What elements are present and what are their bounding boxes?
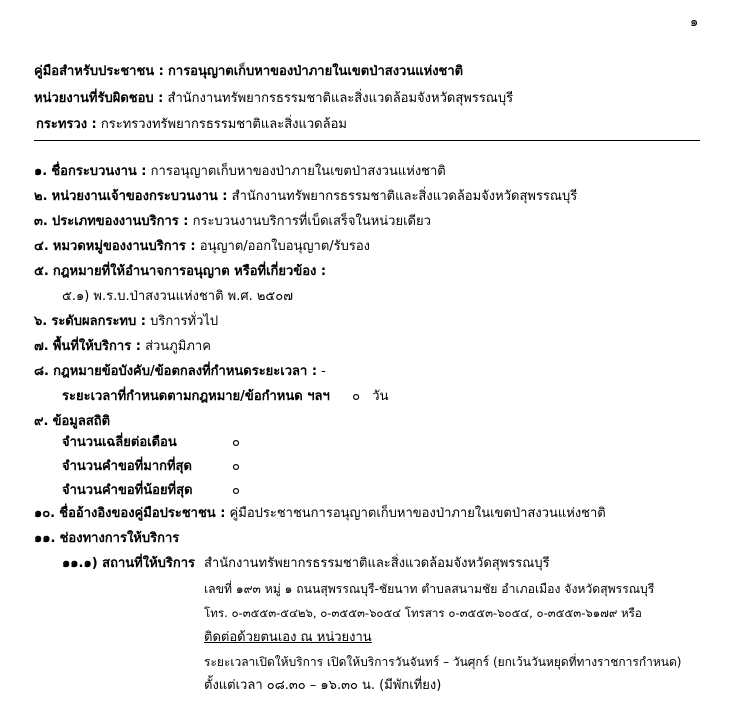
item-5-law: ๕.๑) พ.ร.บ.ป่าสงวนแห่งชาติ พ.ศ. ๒๕๐๗ (62, 289, 293, 304)
item-5-number: ๕. (34, 264, 49, 279)
item-10-label: ชื่ออ้างอิงของคู่มือประชาชน : (59, 506, 226, 521)
item-3 (34, 213, 431, 231)
stat-value: ๐ (232, 459, 240, 474)
item-4-value: อนุญาต/ออกใบอนุญาต/รับรอง (199, 239, 371, 254)
page-number: ๑ (690, 15, 699, 30)
item-4-number: ๔. (34, 239, 49, 254)
manual-value: การอนุญาตเก็บหาของป่าภายในเขตป่าสงวนแห่งชาติ (168, 64, 464, 79)
item-2-value: สำนักงานทรัพยากรธรรมชาติและสิ่งแวดล้อมจังหวัดสุพรรณบุรี (231, 189, 578, 204)
item-3-label: ประเภทของงานบริการ : (51, 214, 189, 229)
item-6 (34, 313, 218, 331)
item-8-duration-label: ระยะเวลาที่กำหนดตามกฎหมาย/ข้อกำหนด ฯลฯ (62, 389, 330, 404)
agency-value: สำนักงานทรัพยากรธรรมชาติและสิ่งแวดล้อมจังหวัดสุพรรณบุรี (167, 91, 514, 106)
manual-title-line (34, 63, 463, 81)
service-place-label: ๑๑.๑) สถานที่ให้บริการ (62, 556, 196, 571)
stat-label: จำนวนคำขอที่น้อยที่สุด (62, 483, 193, 498)
header-divider (34, 140, 700, 141)
item-10 (34, 505, 606, 523)
item-4 (34, 238, 370, 256)
item-5 (34, 263, 326, 281)
item-3-value: กระบวนงานบริการที่เบ็ดเสร็จในหน่วยเดียว (192, 214, 431, 229)
item-8-duration (62, 388, 388, 406)
item-10-value: คู่มือประชาชนการอนุญาตเก็บหาของป่าภายในเขตป่าสงวนแห่งชาติ (229, 506, 606, 521)
item-6-number: ๖. (34, 314, 48, 329)
item-1-value: การอนุญาตเก็บหาของป่าภายในเขตป่าสงวนแห่งชาติ (150, 164, 446, 179)
item-7-number: ๗. (34, 339, 49, 354)
item-9-number: ๙. (34, 414, 49, 429)
service-place-line: ติดต่อด้วยตนเอง ณ หน่วยงาน (204, 630, 372, 645)
ministry-line (36, 116, 347, 134)
item-2 (34, 188, 577, 206)
item-9 (34, 413, 110, 431)
service-place-line: ตั้งแต่เวลา ๐๘.๓๐ – ๑๖.๓๐ น. (มีพักเที่ยง) (204, 678, 442, 693)
ministry-label: กระทรวง : (36, 117, 97, 132)
item-11-label: ช่องทางการให้บริการ (59, 531, 180, 546)
item-10-number: ๑๐. (34, 506, 56, 521)
stat-value: ๐ (232, 483, 240, 498)
item-2-label: หน่วยงานเจ้าของกระบวนงาน : (51, 189, 228, 204)
item-8 (34, 363, 326, 381)
item-7 (34, 338, 211, 356)
item-8-label: กฎหมายข้อบังคับ/ข้อตกลงที่กำหนดระยะเวลา : (53, 364, 318, 379)
item-8-number: ๘. (34, 364, 49, 379)
item-8-duration-unit: วัน (372, 389, 389, 404)
item-6-label: ระดับผลกระทบ : (51, 314, 146, 329)
item-5-label: กฎหมายที่ให้อำนาจการอนุญาต หรือที่เกี่ยวข้อง : (52, 264, 327, 279)
service-place-line: ระยะเวลาเปิดให้บริการ เปิดให้บริการวันจันทร์ – วันศุกร์ (ยกเว้นวันหยุดที่ทางราชการกำหนด) (204, 655, 682, 669)
item-7-label: พื้นที่ให้บริการ : (52, 339, 141, 354)
item-6-value: บริการทั่วไป (150, 314, 219, 329)
item-1 (34, 163, 446, 181)
item-8-duration-value: ๐ (352, 389, 361, 404)
stat-label: จำนวนคำขอที่มากที่สุด (62, 459, 192, 474)
item-8-value: - (321, 364, 326, 379)
item-2-number: ๒. (34, 189, 48, 204)
service-place-line: สำนักงานทรัพยากรธรรมชาติและสิ่งแวดล้อมจังหวัดสุพรรณบุรี (204, 556, 550, 571)
agency-line (34, 90, 513, 108)
item-9-label: ข้อมูลสถิติ (52, 414, 111, 429)
item-11-number: ๑๑. (34, 531, 56, 546)
item-3-number: ๓. (34, 214, 48, 229)
manual-label: คู่มือสำหรับประชาชน : (34, 64, 164, 79)
item-1-label: ชื่อกระบวนงาน : (51, 164, 147, 179)
item-1-number: ๑. (34, 164, 48, 179)
item-4-label: หมวดหมู่ของงานบริการ : (52, 239, 196, 254)
item-11 (34, 530, 179, 548)
ministry-value: กระทรวงทรัพยากรธรรมชาติและสิ่งแวดล้อม (100, 117, 347, 132)
service-place-line: เลขที่ ๑๙๓ หมู่ ๑ ถนนสุพรรณบุรี-ชัยนาท ตำบลสนามชัย อำเภอเมือง จังหวัดสุพรรณบุรี (204, 582, 655, 596)
stat-label: จำนวนเฉลี่ยต่อเดือน (62, 435, 177, 450)
agency-label: หน่วยงานที่รับผิดชอบ : (34, 91, 164, 106)
service-place-line: โทร. ๐-๓๕๕๓-๕๔๒๖, ๐-๓๕๕๓-๖๐๕๔ โทรสาร ๐-๓๕๕๓-๖๐๕๔, ๐-๓๕๕๓-๖๑๗๙ หรือ (204, 606, 642, 620)
stat-value: ๐ (232, 435, 240, 450)
item-7-value: ส่วนภูมิภาค (145, 339, 211, 354)
